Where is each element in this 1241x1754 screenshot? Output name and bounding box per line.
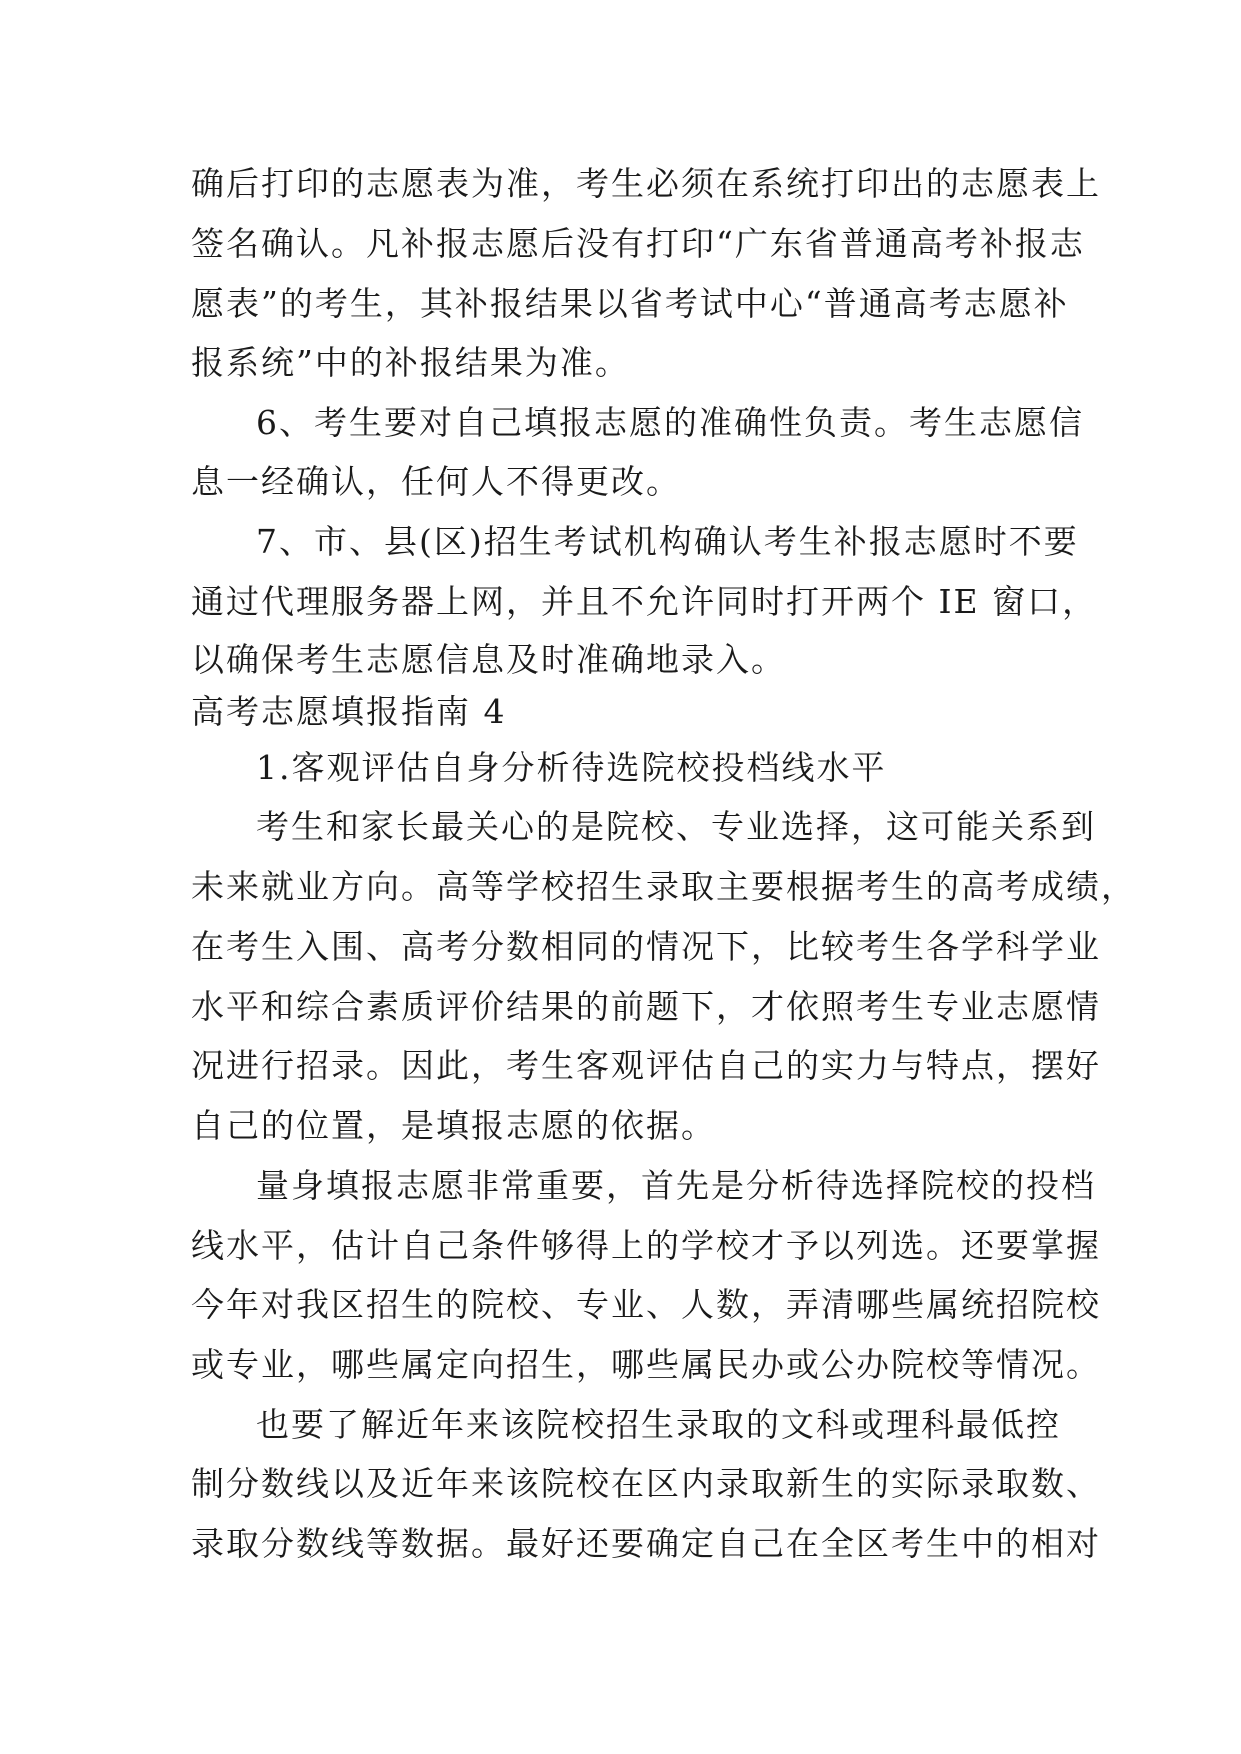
text-line: 制分数线以及近年来该院校在区内录取新生的实际录取数、 <box>191 1464 1101 1503</box>
text-line: 自己的位置，是填报志愿的依据。 <box>191 1106 716 1145</box>
text-line: 或专业，哪些属定向招生，哪些属民办或公办院校等情况。 <box>191 1345 1101 1384</box>
paragraph-first-line: 量身填报志愿非常重要，首先是分析待选择院校的投档 <box>256 1166 1096 1205</box>
subsection-heading: 1.客观评估自身分析待选院校投档线水平 <box>256 748 887 787</box>
text-line: 未来就业方向。高等学校招生录取主要根据考生的高考成绩， <box>191 867 1136 906</box>
section-heading: 高考志愿填报指南 4 <box>191 692 507 731</box>
text-line: 通过代理服务器上网，并且不允许同时打开两个 IE 窗口， <box>191 582 1098 621</box>
paragraph-first-line: 也要了解近年来该院校招生录取的文科或理科最低控 <box>256 1405 1061 1444</box>
paragraph-first-line: 考生和家长最关心的是院校、专业选择，这可能关系到 <box>256 807 1096 846</box>
text-line: 以确保考生志愿信息及时准确地录入。 <box>191 640 786 679</box>
text-line: 愿表”的考生，其补报结果以省考试中心“普通高考志愿补 <box>191 284 1069 323</box>
text-line: 况进行招录。因此，考生客观评估自己的实力与特点，摆好 <box>191 1046 1101 1085</box>
text-line: 录取分数线等数据。最好还要确定自己在全区考生中的相对 <box>191 1524 1101 1563</box>
text-line: 息一经确认，任何人不得更改。 <box>191 462 681 501</box>
paragraph-first-line: 6、考生要对自己填报志愿的准确性负责。考生志愿信 <box>256 403 1084 442</box>
text-line: 签名确认。凡补报志愿后没有打印“广东省普通高考补报志 <box>191 224 1085 263</box>
text-line: 确后打印的志愿表为准，考生必须在系统打印出的志愿表上 <box>191 164 1101 203</box>
text-line: 今年对我区招生的院校、专业、人数，弄清哪些属统招院校 <box>191 1285 1101 1324</box>
paragraph-first-line: 7、市、县(区)招生考试机构确认考生补报志愿时不要 <box>256 522 1079 561</box>
text-line: 线水平，估计自己条件够得上的学校才予以列选。还要掌握 <box>191 1226 1101 1265</box>
text-line: 水平和综合素质评价结果的前题下，才依照考生专业志愿情 <box>191 987 1101 1026</box>
text-line: 报系统”中的补报结果为准。 <box>191 343 630 382</box>
text-line: 在考生入围、高考分数相同的情况下，比较考生各学科学业 <box>191 927 1101 966</box>
